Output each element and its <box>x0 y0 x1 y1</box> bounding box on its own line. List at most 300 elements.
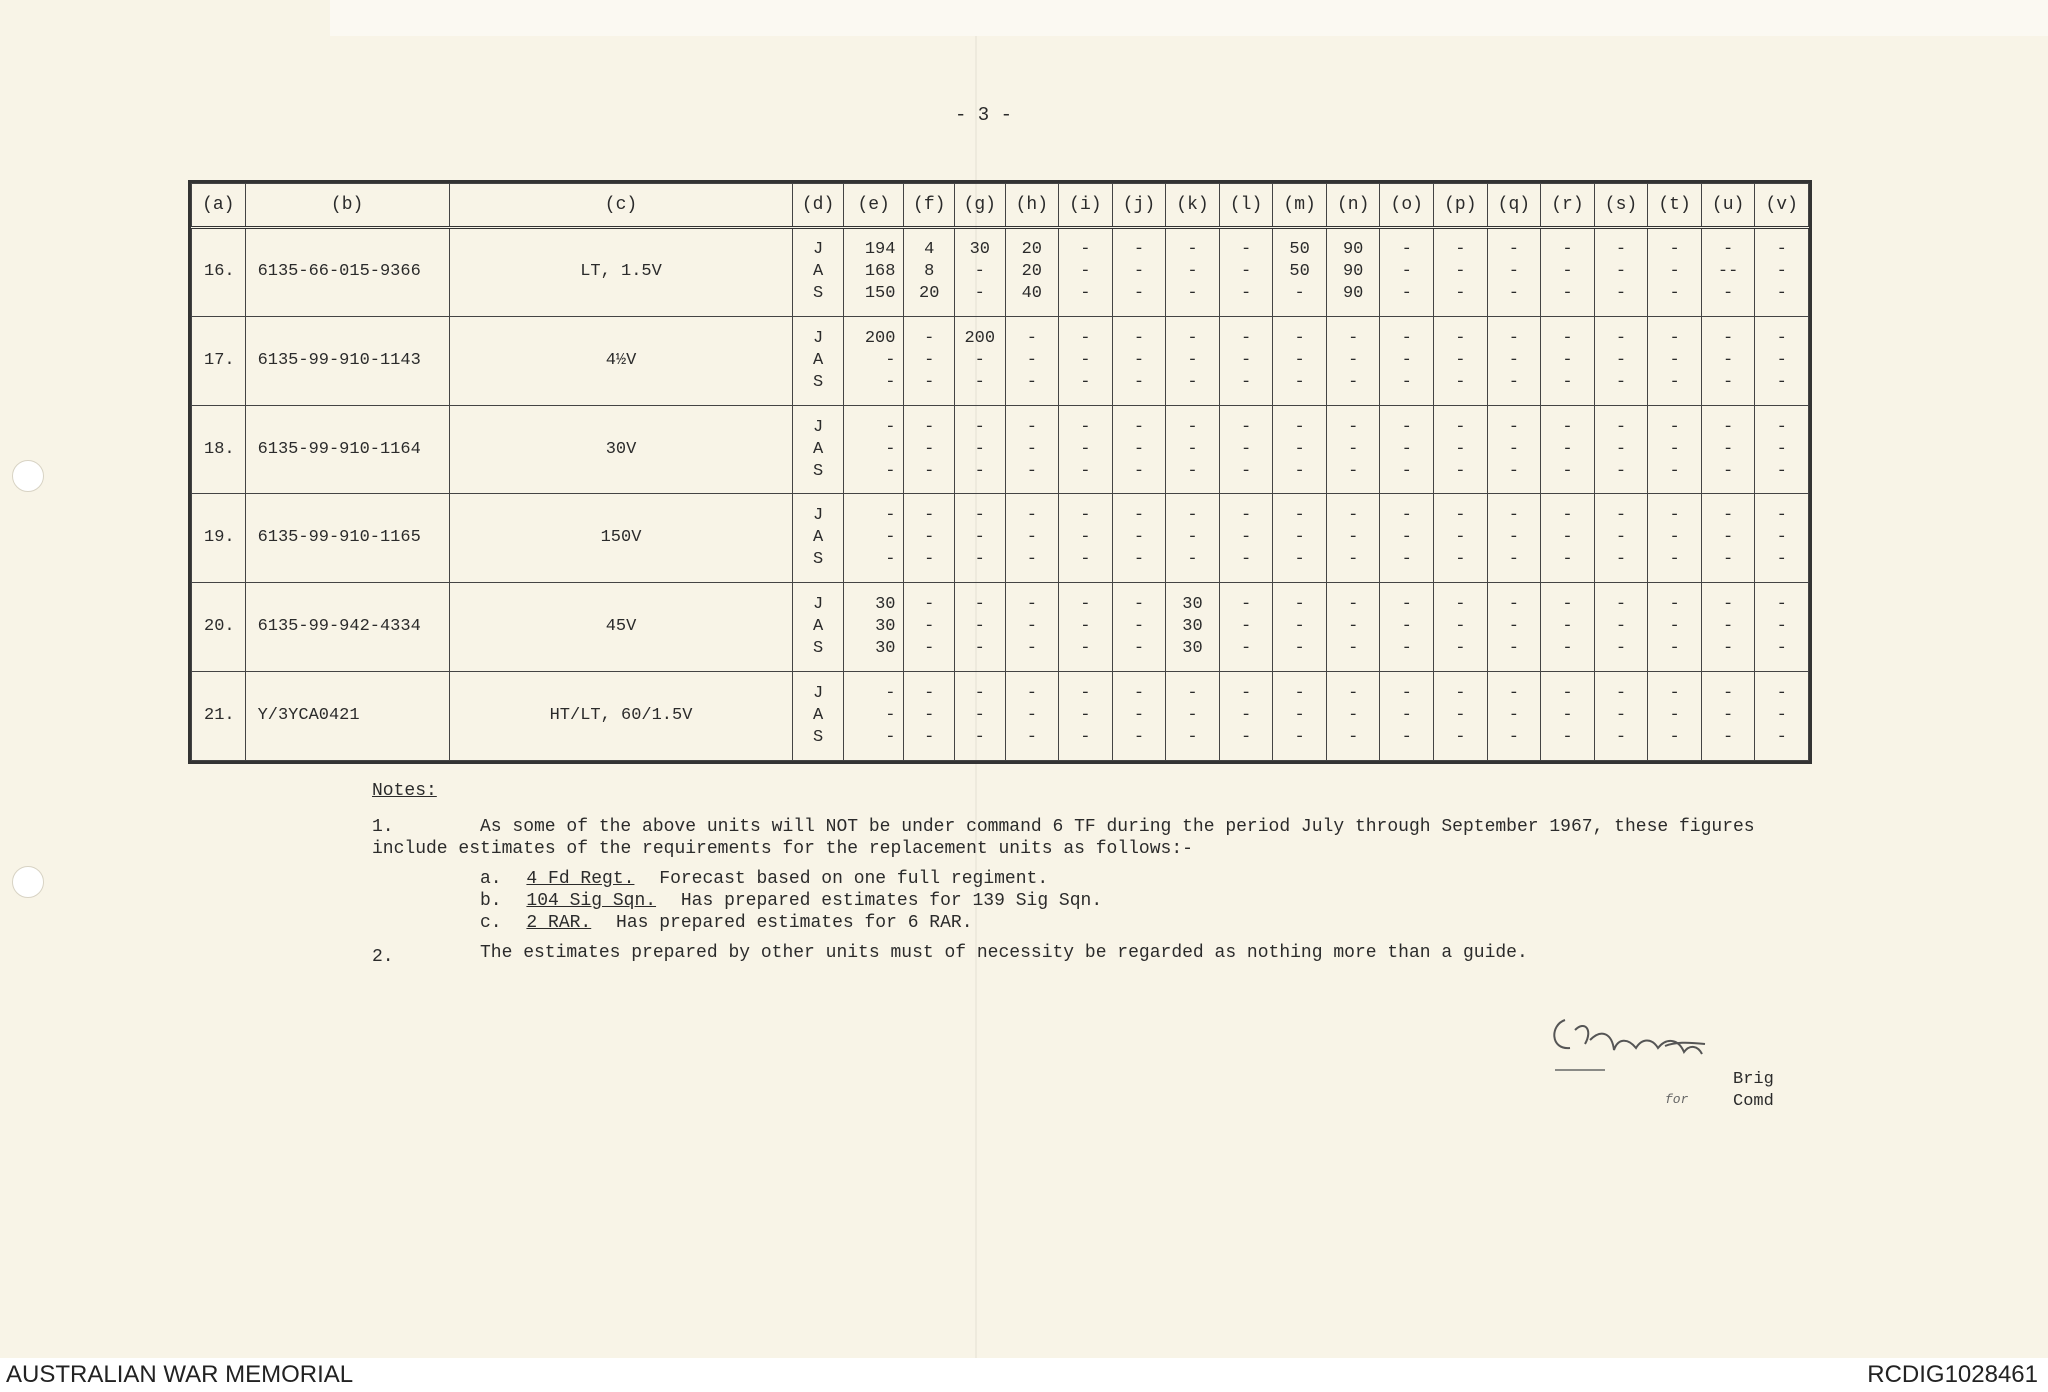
quantity-cell-text: - - - <box>1508 506 1519 570</box>
quantity-cell-text: - - - <box>1133 417 1145 481</box>
note-2-text: The estimates prepared by other units must of necessity be regarded as nothing more than a guide. <box>480 943 1528 963</box>
column-header: (r) <box>1541 184 1595 228</box>
column-header: (h) <box>1005 184 1059 228</box>
quantity-cell <box>1273 672 1327 761</box>
quantity-cell <box>1434 316 1488 405</box>
quantity-cell-text: - - - <box>1240 506 1252 570</box>
quantity-cell <box>843 405 904 494</box>
quantity-cell-text: - - - <box>1776 506 1787 570</box>
part-number-text: 6135-99-910-1165 <box>257 528 421 548</box>
item-description-text: 45V <box>605 617 637 637</box>
quantity-cell <box>1541 405 1595 494</box>
note-item-unit: 2 RAR. <box>526 913 592 933</box>
quantity-cell <box>1059 494 1113 583</box>
quantity-cell <box>1648 672 1702 761</box>
column-header: (p) <box>1434 184 1488 228</box>
quantity-cell <box>1112 494 1166 583</box>
quantity-cell-text: 4 8 20 <box>919 240 940 304</box>
quantity-cell-text: - - - <box>1080 506 1091 570</box>
quantity-cell <box>1166 228 1220 317</box>
item-description <box>449 672 793 761</box>
quantity-cell <box>1755 672 1809 761</box>
paper-top-edge <box>330 0 2048 36</box>
quantity-cell <box>1326 672 1380 761</box>
quantity-cell-text: - - - <box>1615 684 1627 748</box>
quantity-cell <box>1487 405 1541 494</box>
quantity-cell <box>1273 583 1327 672</box>
quantity-cell <box>904 405 955 494</box>
month-codes <box>793 405 844 494</box>
quantity-cell <box>1701 494 1755 583</box>
quantity-cell <box>1648 583 1702 672</box>
page-number: - 3 - <box>955 104 1013 126</box>
quantity-cell <box>1273 316 1327 405</box>
column-header: (d) <box>793 184 844 228</box>
month-codes <box>793 672 844 761</box>
item-description <box>449 405 793 494</box>
table-row <box>192 583 1809 672</box>
quantity-cell-text: - - - <box>924 684 935 748</box>
quantity-cell-text: - - - <box>1508 595 1519 659</box>
note-2-number: 2. <box>372 947 394 967</box>
quantity-cell <box>843 494 904 583</box>
quantity-cell-text: - - - <box>1187 417 1198 481</box>
quantity-cell <box>1005 672 1059 761</box>
quantity-cell-text: - - - <box>1080 595 1091 659</box>
quantity-cell <box>1434 405 1488 494</box>
quantity-cell <box>1219 672 1273 761</box>
quantity-cell <box>1594 405 1648 494</box>
quantity-cell-text: 20 20 40 <box>1021 240 1043 304</box>
month-codes-text: J A S <box>812 506 824 570</box>
quantity-cell <box>955 583 1006 672</box>
quantity-cell-text: - - - <box>974 417 985 481</box>
item-number <box>192 405 246 494</box>
quantity-cell-text: - - - <box>1723 684 1734 748</box>
quantity-cell <box>904 316 955 405</box>
quantity-cell-text: - - - <box>1294 328 1305 392</box>
month-codes <box>793 316 844 405</box>
quantity-cell-text: - - - <box>1133 328 1145 392</box>
quantity-cell-text: - - - <box>1669 684 1680 748</box>
column-header: (u) <box>1701 184 1755 228</box>
quantity-cell <box>1005 228 1059 317</box>
notes-heading: Notes: <box>372 781 437 801</box>
part-number-text: 6135-99-910-1143 <box>257 350 421 370</box>
month-codes-text: J A S <box>812 240 824 304</box>
quantity-cell-text: - - - <box>1240 684 1252 748</box>
quantity-cell <box>1326 583 1380 672</box>
quantity-cell-text: - - - <box>1776 684 1787 748</box>
column-header: (l) <box>1219 184 1273 228</box>
quantity-cell-text: - - - <box>924 417 935 481</box>
quantity-cell-text: - - - <box>1562 240 1573 304</box>
note-item-text: Forecast based on one full regiment. <box>659 869 1049 889</box>
month-codes <box>793 583 844 672</box>
note-item-text: Has prepared estimates for 139 Sig Sqn. <box>680 891 1103 911</box>
quantity-cell-text: - - - <box>1562 506 1573 570</box>
note-1-number: 1. <box>372 817 394 837</box>
quantity-cell-text: - - - <box>1187 506 1198 570</box>
month-codes-text: J A S <box>812 595 824 659</box>
item-description-text: HT/LT, 60/1.5V <box>549 706 693 726</box>
quantity-cell <box>1594 583 1648 672</box>
quantity-cell <box>1701 228 1755 317</box>
quantity-cell <box>843 316 904 405</box>
quantity-cell <box>1326 316 1380 405</box>
quantity-cell <box>1380 672 1434 761</box>
quantity-cell-text: - - - <box>1455 506 1466 570</box>
quantity-cell-text: - - - <box>1401 684 1412 748</box>
table-row <box>192 405 1809 494</box>
note-item-letter: a. <box>480 869 502 889</box>
quantity-cell-text: - - - <box>1562 417 1573 481</box>
quantity-cell-text: - - - <box>1240 417 1252 481</box>
quantity-cell-text: - - - <box>1455 328 1466 392</box>
quantity-cell-text: - - - <box>1562 595 1573 659</box>
quantity-cell-text: - - - <box>1133 506 1145 570</box>
quantity-cell-text: - - - <box>1294 417 1305 481</box>
quantity-cell <box>955 316 1006 405</box>
quantity-cell-text: - - - <box>1508 417 1519 481</box>
quantity-cell <box>1541 672 1595 761</box>
item-number <box>192 228 246 317</box>
quantity-cell <box>1594 316 1648 405</box>
quantity-cell <box>1701 583 1755 672</box>
quantity-cell <box>1755 228 1809 317</box>
quantity-cell-text: 30 30 30 <box>875 595 896 659</box>
column-header: (s) <box>1594 184 1648 228</box>
quantity-cell-text: - - - <box>1615 595 1627 659</box>
quantity-cell-text: - - - <box>1723 506 1734 570</box>
item-description-text: 4½V <box>605 350 637 370</box>
quantity-cell <box>1541 494 1595 583</box>
quantity-cell <box>1166 494 1220 583</box>
quantity-cell-text: - - - <box>1669 595 1680 659</box>
quantity-cell <box>1434 228 1488 317</box>
quantity-cell <box>1380 228 1434 317</box>
note-item-a <box>480 868 1048 890</box>
part-number-text: 6135-99-910-1164 <box>257 439 421 459</box>
signature-title: Comd <box>1733 1092 1774 1111</box>
archive-footer <box>0 1358 2048 1392</box>
quantity-cell <box>1648 316 1702 405</box>
quantity-cell <box>1059 583 1113 672</box>
quantity-cell-text: - - - <box>1562 684 1573 748</box>
quantity-cell <box>955 494 1006 583</box>
column-header: (o) <box>1380 184 1434 228</box>
quantity-cell-text: - - - <box>1776 328 1787 392</box>
month-codes <box>793 494 844 583</box>
quantity-cell <box>1219 494 1273 583</box>
quantity-cell-text: - - - <box>1401 417 1412 481</box>
item-description <box>449 228 793 317</box>
quantity-cell <box>904 494 955 583</box>
quantity-cell <box>1326 405 1380 494</box>
quantity-cell-text: - - - <box>1240 240 1252 304</box>
part-number <box>245 583 449 672</box>
quantity-cell <box>1594 672 1648 761</box>
footer-record-id: RCDIG1028461 <box>1867 1361 2038 1388</box>
quantity-cell-text: - - - <box>1348 328 1359 392</box>
quantity-cell <box>1487 583 1541 672</box>
quantity-cell-text: 50 50 - <box>1289 240 1310 304</box>
quantity-cell-text: - - - <box>1133 240 1145 304</box>
requirements-table <box>188 180 1812 764</box>
quantity-cell <box>843 672 904 761</box>
quantity-cell-text: - - - <box>924 328 935 392</box>
punch-hole-bottom <box>12 866 44 898</box>
note-item-letter: c. <box>480 913 502 933</box>
quantity-cell <box>1380 405 1434 494</box>
table-row <box>192 672 1809 761</box>
quantity-cell <box>1273 228 1327 317</box>
quantity-cell-text: - - - <box>1455 417 1466 481</box>
part-number <box>245 672 449 761</box>
quantity-cell-text: - - - <box>1240 328 1252 392</box>
item-number-text: 17. <box>204 350 235 370</box>
quantity-cell-text: - - - <box>1508 240 1519 304</box>
quantity-cell <box>1701 672 1755 761</box>
quantity-cell <box>1541 583 1595 672</box>
month-codes-text: J A S <box>812 684 824 748</box>
quantity-cell <box>1166 405 1220 494</box>
quantity-cell <box>1059 316 1113 405</box>
column-header: (b) <box>245 184 449 228</box>
quantity-cell-text: - - - <box>974 506 985 570</box>
quantity-cell-text: - - - <box>1615 417 1627 481</box>
item-number <box>192 316 246 405</box>
item-description <box>449 494 793 583</box>
quantity-cell <box>1326 494 1380 583</box>
handwritten-signature <box>1545 1000 1765 1080</box>
quantity-cell-text: - - - <box>1508 328 1519 392</box>
quantity-cell-text: - - - <box>1615 328 1627 392</box>
punch-hole-top <box>12 460 44 492</box>
quantity-cell-text: - - - <box>1401 328 1412 392</box>
quantity-cell <box>1005 583 1059 672</box>
item-description <box>449 316 793 405</box>
quantity-cell-text: - - - <box>924 506 935 570</box>
quantity-cell-text: - - - <box>1669 506 1680 570</box>
month-codes <box>793 228 844 317</box>
quantity-cell-text: - - - <box>1455 240 1466 304</box>
part-number <box>245 316 449 405</box>
column-header: (t) <box>1648 184 1702 228</box>
quantity-cell <box>1594 228 1648 317</box>
month-codes-text: J A S <box>812 417 824 481</box>
quantity-cell-text: - - - <box>1348 417 1359 481</box>
quantity-cell <box>1059 672 1113 761</box>
quantity-cell-text: - - - <box>1294 506 1305 570</box>
quantity-cell-text: - - - <box>1026 595 1037 659</box>
item-description-text: LT, 1.5V <box>580 262 662 282</box>
quantity-cell-text: - - - <box>885 684 896 748</box>
quantity-cell-text: - - - <box>1187 684 1198 748</box>
quantity-cell-text: - - - <box>1294 684 1305 748</box>
quantity-cell <box>1380 494 1434 583</box>
quantity-cell-text: - - - <box>974 595 985 659</box>
quantity-cell <box>1326 228 1380 317</box>
quantity-cell-text: - - - <box>1026 684 1037 748</box>
quantity-cell-text: - - - <box>1562 328 1573 392</box>
quantity-cell-text: 30 - - <box>969 240 990 304</box>
quantity-cell-text: - - - <box>1187 240 1198 304</box>
quantity-cell <box>904 672 955 761</box>
quantity-cell <box>1487 494 1541 583</box>
item-number <box>192 494 246 583</box>
quantity-cell-text: - - - <box>1669 328 1680 392</box>
quantity-cell-text: - - - <box>1723 595 1734 659</box>
table-row <box>192 228 1809 317</box>
quantity-cell-text: - - - <box>1669 240 1680 304</box>
quantity-cell-text: - - - <box>1669 417 1680 481</box>
quantity-cell <box>1648 228 1702 317</box>
quantity-cell-text: - - - <box>1401 595 1412 659</box>
quantity-cell <box>1380 583 1434 672</box>
part-number-text: 6135-99-942-4334 <box>257 617 421 637</box>
quantity-cell <box>904 228 955 317</box>
quantity-cell-text: - - - <box>1776 240 1787 304</box>
column-header: (k) <box>1166 184 1220 228</box>
quantity-cell <box>1112 316 1166 405</box>
quantity-cell <box>1112 583 1166 672</box>
quantity-cell-text: - - - <box>1508 684 1519 748</box>
quantity-cell-text: - -- - <box>1717 240 1739 304</box>
quantity-cell-text: - - - <box>1723 417 1734 481</box>
note-item-c <box>480 912 973 934</box>
footer-institution: AUSTRALIAN WAR MEMORIAL <box>6 1361 354 1388</box>
item-number-text: 21. <box>204 706 235 726</box>
quantity-cell <box>1487 672 1541 761</box>
quantity-cell <box>1112 405 1166 494</box>
column-header: (q) <box>1487 184 1541 228</box>
quantity-cell <box>1541 228 1595 317</box>
quantity-cell-text: - - - <box>974 684 985 748</box>
quantity-cell-text: - - - <box>1187 328 1198 392</box>
quantity-cell <box>843 583 904 672</box>
quantity-cell <box>1755 583 1809 672</box>
quantity-cell <box>1166 316 1220 405</box>
quantity-cell-text: - - - <box>1133 595 1145 659</box>
quantity-cell-text: - - - <box>1348 506 1359 570</box>
quantity-cell-text: - - - <box>885 417 896 481</box>
quantity-cell-text: - - - <box>1026 328 1037 392</box>
quantity-cell <box>1434 494 1488 583</box>
column-header: (e) <box>843 184 904 228</box>
quantity-cell-text: - - - <box>1401 240 1412 304</box>
quantity-cell-text: - - - <box>1455 684 1466 748</box>
quantity-cell <box>1648 405 1702 494</box>
column-header: (n) <box>1326 184 1380 228</box>
quantity-cell <box>1701 405 1755 494</box>
quantity-cell <box>1112 228 1166 317</box>
quantity-cell-text: - - - <box>1348 684 1359 748</box>
quantity-cell <box>1219 316 1273 405</box>
item-description <box>449 583 793 672</box>
quantity-cell-text: - - - <box>1294 595 1305 659</box>
part-number <box>245 405 449 494</box>
quantity-cell-text: - - - <box>1240 595 1252 659</box>
table-header-row <box>192 184 1809 228</box>
table-row <box>192 316 1809 405</box>
quantity-cell <box>1755 494 1809 583</box>
item-number <box>192 672 246 761</box>
quantity-cell-text: - - - <box>885 506 896 570</box>
part-number <box>245 494 449 583</box>
quantity-cell <box>1434 672 1488 761</box>
quantity-cell-text: - - - <box>1776 417 1787 481</box>
quantity-cell <box>955 672 1006 761</box>
quantity-cell <box>1755 316 1809 405</box>
quantity-cell <box>1059 405 1113 494</box>
quantity-cell-text: 200 - - <box>864 328 896 392</box>
column-header: (m) <box>1273 184 1327 228</box>
note-item-unit: 104 Sig Sqn. <box>526 891 657 911</box>
quantity-cell <box>1005 405 1059 494</box>
column-header: (j) <box>1112 184 1166 228</box>
item-number-text: 20. <box>204 617 235 637</box>
item-description-text: 150V <box>600 528 642 548</box>
column-header: (a) <box>192 184 246 228</box>
quantity-cell-text: - - - <box>1080 684 1091 748</box>
column-header: (f) <box>904 184 955 228</box>
column-header: (v) <box>1755 184 1809 228</box>
item-number-text: 18. <box>204 439 235 459</box>
signature-for: for <box>1665 1092 1689 1107</box>
quantity-cell-text: - - - <box>1348 595 1359 659</box>
table-row <box>192 494 1809 583</box>
quantity-cell <box>1541 316 1595 405</box>
quantity-cell <box>1005 494 1059 583</box>
column-header: (i) <box>1059 184 1113 228</box>
item-number-text: 19. <box>204 528 235 548</box>
quantity-cell <box>1273 405 1327 494</box>
quantity-cell-text: 194 168 150 <box>864 240 896 304</box>
quantity-cell <box>1219 228 1273 317</box>
quantity-cell <box>1434 583 1488 672</box>
quantity-cell <box>1059 228 1113 317</box>
quantity-cell <box>1701 316 1755 405</box>
note-item-unit: 4 Fd Regt. <box>526 869 635 889</box>
quantity-cell <box>1166 583 1220 672</box>
column-header: (g) <box>955 184 1006 228</box>
quantity-cell-text: - - - <box>1080 417 1091 481</box>
quantity-cell-text: - - - <box>1080 328 1091 392</box>
quantity-cell-text: 90 90 90 <box>1342 240 1364 304</box>
quantity-cell <box>1219 583 1273 672</box>
column-header: (c) <box>449 184 793 228</box>
item-number <box>192 583 246 672</box>
quantity-cell <box>1487 228 1541 317</box>
quantity-cell-text: 200 - - <box>964 328 996 392</box>
note-item-letter: b. <box>480 891 502 911</box>
quantity-cell <box>955 405 1006 494</box>
part-number-text: 6135-66-015-9366 <box>257 262 421 282</box>
quantity-cell-text: - - - <box>1080 240 1091 304</box>
note-1-text: As some of the above units will NOT be under command 6 TF during the period July through September 1967, these figures <box>480 817 1755 837</box>
quantity-cell <box>1487 316 1541 405</box>
quantity-cell-text: 30 30 30 <box>1182 595 1203 659</box>
note-item-b <box>480 890 1102 912</box>
quantity-cell-text: - - - <box>1723 328 1734 392</box>
quantity-cell <box>1273 494 1327 583</box>
quantity-cell-text: - - - <box>1026 417 1037 481</box>
quantity-cell <box>1648 494 1702 583</box>
quantity-cell <box>1380 316 1434 405</box>
note-1-text-continued: include estimates of the requirements for the replacement units as follows:- <box>372 839 1193 859</box>
signature-rank: Brig <box>1733 1070 1774 1089</box>
